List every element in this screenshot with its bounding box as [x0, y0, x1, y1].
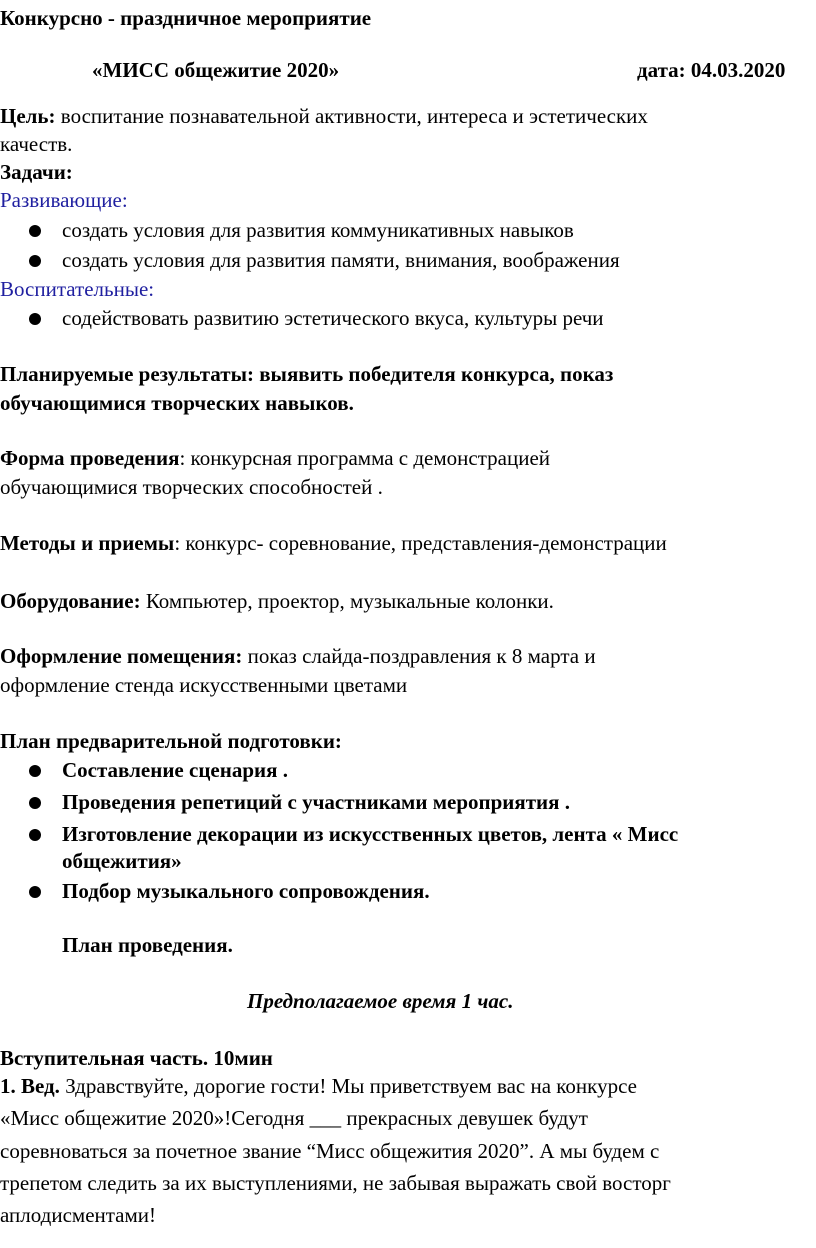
form-text-2: обучающимися творческих способностей .	[0, 475, 383, 499]
doc-title: Конкурсно - праздничное мероприятие	[0, 6, 372, 30]
bullet-icon	[29, 225, 41, 237]
developing-label: Развивающие:	[0, 188, 128, 212]
tasks-label: Задачи:	[0, 160, 73, 184]
decoration-line-1	[0, 640, 596, 672]
host-label: 1. Вед.	[0, 1074, 60, 1098]
bullet-icon	[29, 829, 41, 841]
estimated-time: Предполагаемое время 1 час.	[247, 989, 514, 1013]
prep-item: Изготовление декорации из искусственных цветов, лента « Мисс	[62, 822, 679, 846]
bullet-icon	[29, 797, 41, 809]
conduct-plan-label: План проведения.	[62, 933, 233, 957]
prep-plan-label: План предварительной подготовки:	[0, 729, 342, 753]
educational-label: Воспитательные:	[0, 277, 155, 301]
intro-text-1: Здравствуйте, дорогие гости! Мы приветствуем вас на конкурсе	[65, 1074, 637, 1098]
intro-text-4: трепетом следить за их выступлениями, не забывая выражать свой восторг	[0, 1171, 671, 1195]
intro-label: Вступительная часть. 10мин	[0, 1046, 273, 1070]
intro-text-3: соревноваться за почетное звание “Мисс общежития 2020”. А мы будем с	[0, 1139, 660, 1163]
decoration-label: Оформление помещения:	[0, 644, 243, 668]
prep-item-continuation: общежития»	[62, 849, 182, 873]
equipment-label: Оборудование:	[0, 589, 141, 613]
developing-item: создать условия для развития памяти, внимания, воображения	[62, 248, 620, 272]
bullet-icon	[29, 255, 41, 267]
prep-item: Подбор музыкального сопровождения.	[62, 879, 430, 903]
goal-text-2: качеств.	[0, 132, 73, 156]
goal-text-1: воспитание познавательной активности, интереса и эстетических	[60, 104, 648, 128]
goal-line-1	[0, 100, 648, 132]
methods-label: Методы и приемы	[0, 531, 175, 555]
equipment-line	[0, 585, 554, 617]
form-text-1: : конкурсная программа с демонстрацией	[179, 446, 551, 470]
intro-line-1	[0, 1070, 637, 1102]
methods-text: : конкурс- соревнование, представления-демонстрации	[174, 531, 667, 555]
prep-item: Составление сценария .	[62, 758, 288, 782]
intro-text-2: «Мисс общежитие 2020»!Сегодня ___ прекрасных девушек будут	[0, 1106, 588, 1130]
form-label: Форма проведения	[0, 446, 180, 470]
equipment-text: Компьютер, проектор, музыкальные колонки.	[145, 589, 554, 613]
intro-text-5: аплодисментами!	[0, 1203, 157, 1227]
form-line-1	[0, 442, 550, 474]
developing-item: создать условия для развития коммуникативных навыков	[62, 218, 574, 242]
results-line-2: обучающимися творческих навыков.	[0, 391, 354, 415]
decoration-text-2: оформление стенда искусственными цветами	[0, 673, 408, 697]
decoration-text-1: показ слайда-поздравления к 8 марта и	[247, 644, 596, 668]
event-date: дата: 04.03.2020	[637, 58, 786, 82]
methods-line	[0, 527, 667, 559]
results-line-1: Планируемые результаты: выявить победителя конкурса, показ	[0, 362, 614, 386]
bullet-icon	[29, 886, 41, 898]
event-name: «МИСС общежитие 2020»	[92, 58, 340, 82]
goal-label: Цель:	[0, 104, 56, 128]
educational-item: содействовать развитию эстетического вкуса, культуры речи	[62, 306, 604, 330]
bullet-icon	[29, 313, 41, 325]
prep-item: Проведения репетиций с участниками мероприятия .	[62, 790, 571, 814]
bullet-icon	[29, 765, 41, 777]
